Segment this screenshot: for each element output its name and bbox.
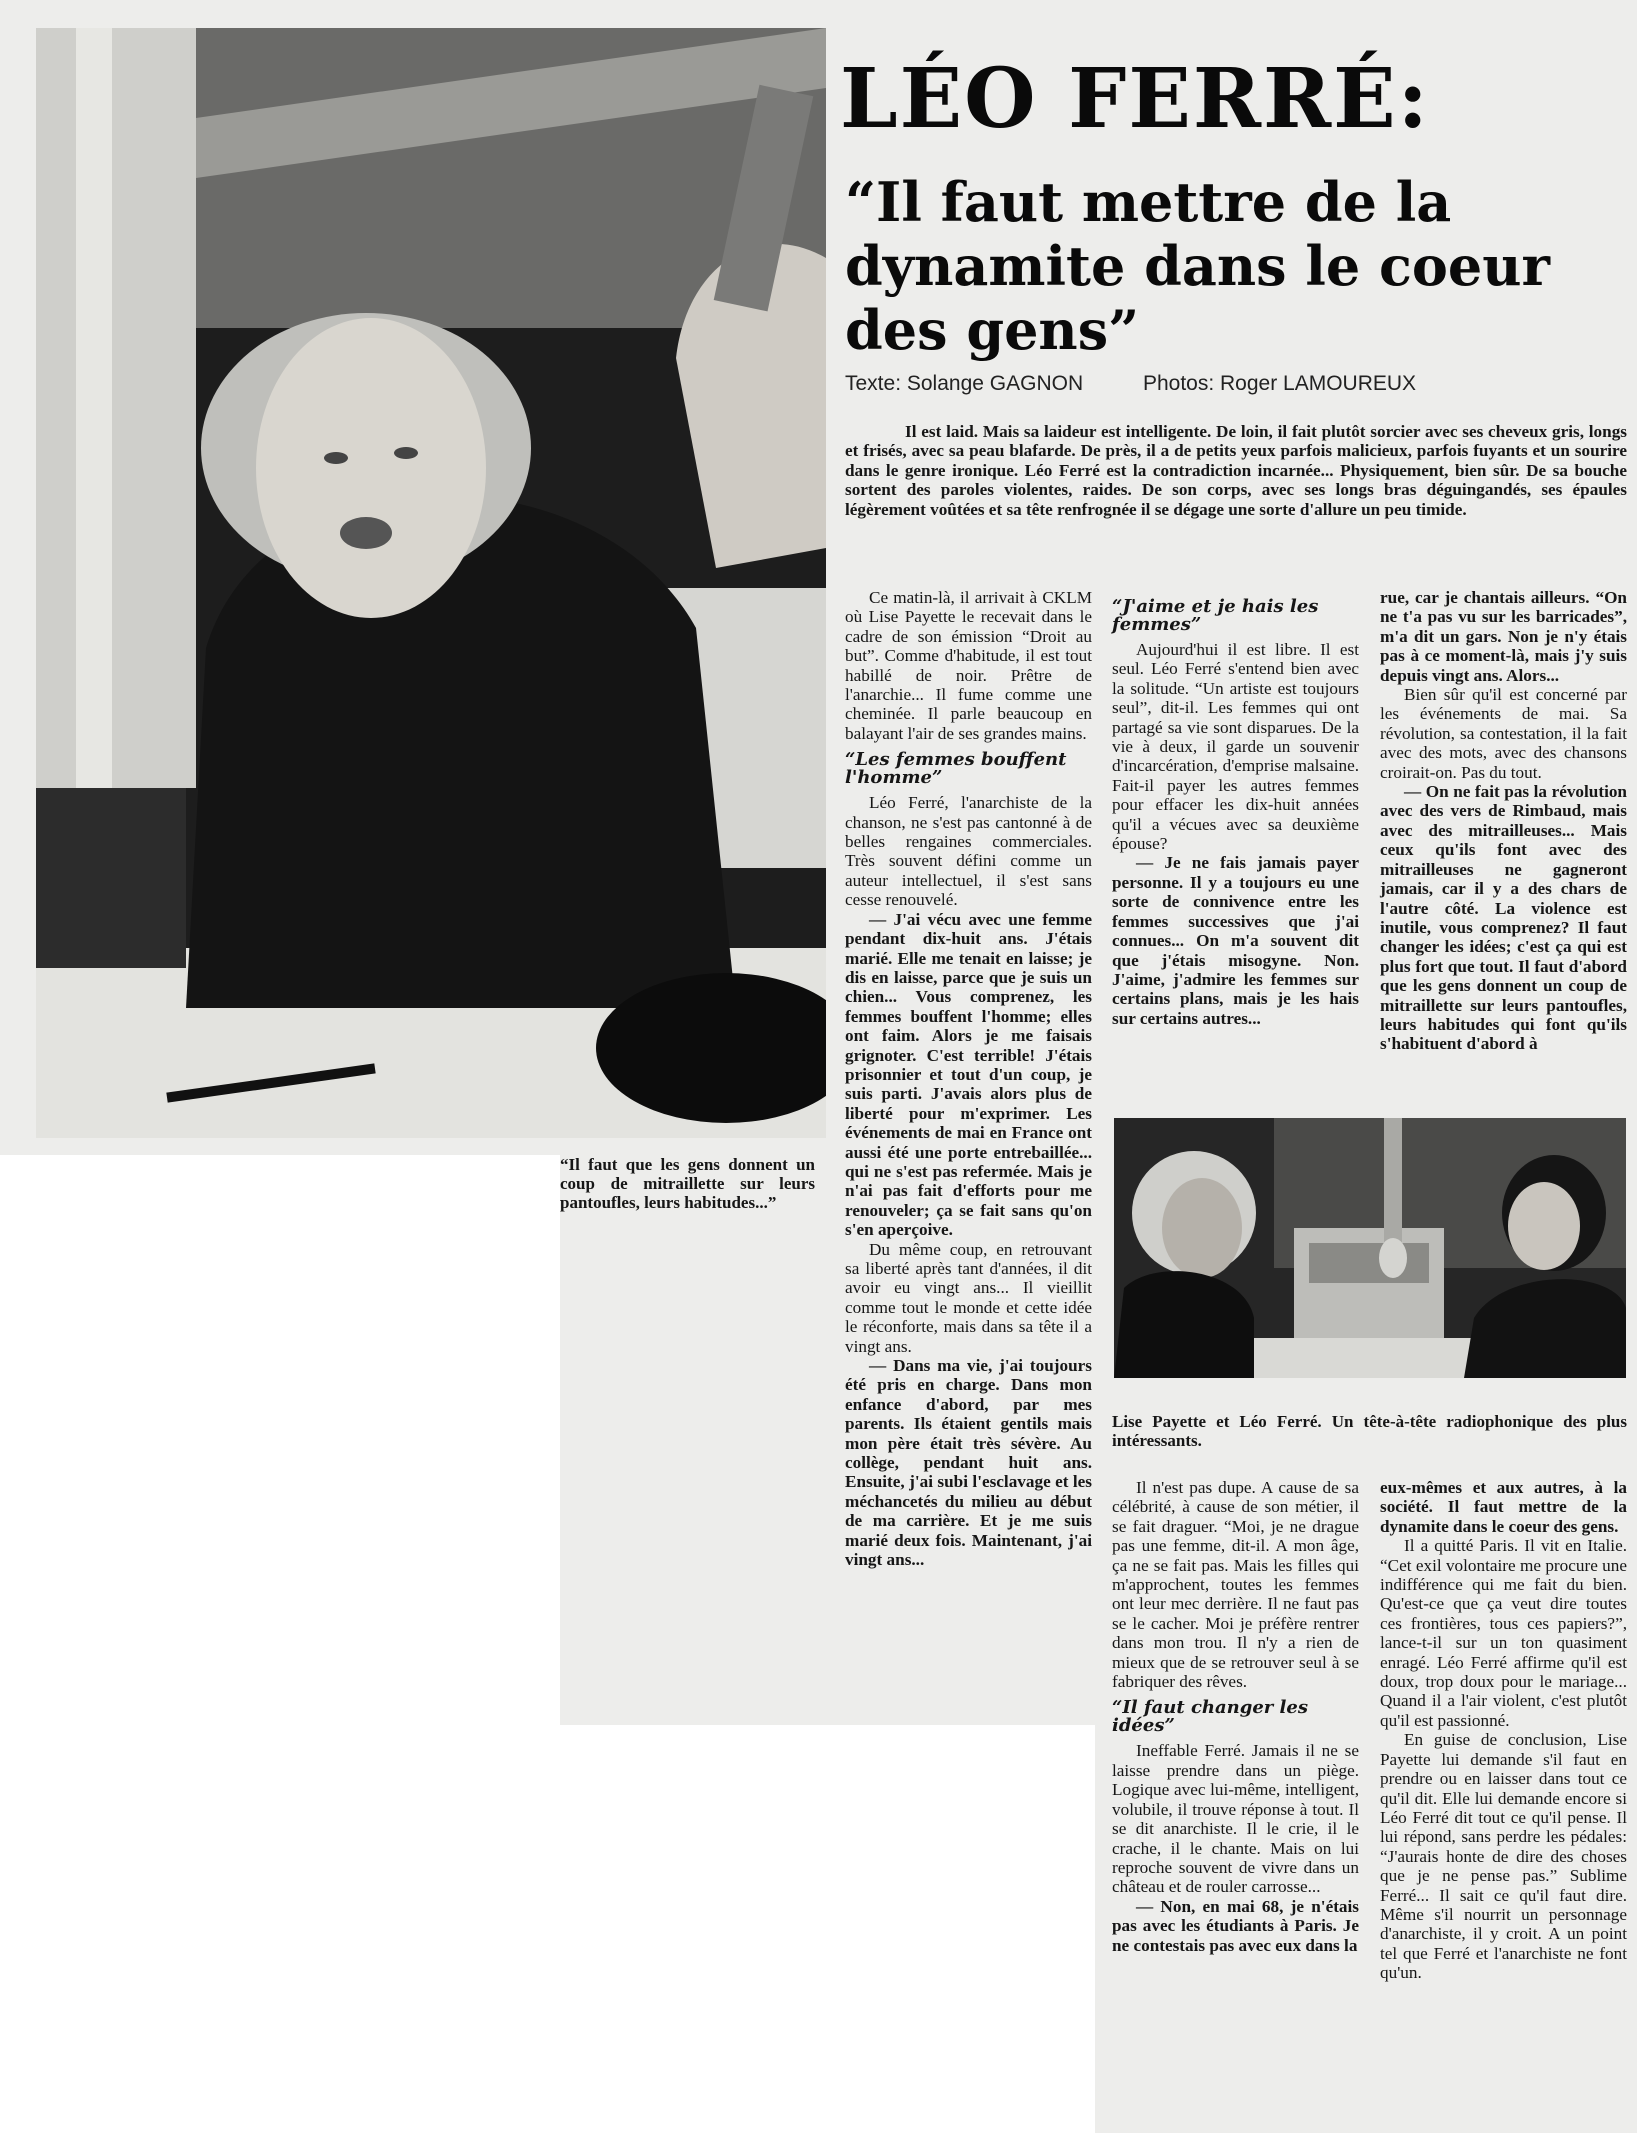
portrait-caption: “Il faut que les gens donnent un coup de mitraillette sur leurs pantoufles, leurs habitudes...” (560, 1155, 815, 1212)
column-2 (1112, 590, 1359, 1028)
paragraph: Du même coup, en retrouvant sa liberté après tant d'années, il dit avoir eu vingt ans... Il vieillit comme tout le monde et cette idée le réconforte, mais dans sa tête il a vingt ans. (845, 1239, 1092, 1356)
text-credit: Texte: Solange GAGNON (845, 372, 1084, 395)
paragraph: Bien sûr qu'il est concerné par les événements de mai. Sa révolution, sa contestation, il la fait avec des mots, avec des chansons croirait-on. Pas du tout. (1380, 685, 1627, 782)
paragraph: Il a quitté Paris. Il vit en Italie. “Cet exil volontaire me procure une indifférence qui me fait du bien. Qu'est-ce que ça veut dire toutes ces frontières, tous ces papiers?”, lance-t-il sur un ton quasiment enragé. Léo Ferré affirme qu'il est doux, trop doux pour le mariage... Quand il a l'air violent, c'est plutôt qu'il est passionné. (1380, 1536, 1627, 1730)
paragraph: Ineffable Ferré. Jamais il ne se laisse prendre dans un piège. Logique avec lui-même, intelligent, volubile, il trouve réponse à tout. Il se dit anarchiste. Il le crie, il le crache, il le chante. Mais on lui reproche souvent de vivre dans un château et de rouler carrosse... (1112, 1741, 1359, 1897)
portrait-photo (36, 28, 826, 1138)
radio-studio-photo (1114, 1118, 1626, 1378)
subheading: “J'aime et je hais les femmes” (1112, 596, 1319, 635)
quote-paragraph: — Non, en mai 68, je n'étais pas avec les étudiants à Paris. Je ne contestais pas avec eux dans la (1112, 1896, 1359, 1955)
column-5 (1380, 1478, 1627, 1983)
article-subtitle: “Il faut mettre de la dynamite dans le coeur des gens” (845, 170, 1550, 362)
quote-paragraph: eux-mêmes et aux autres, à la société. Il faut mettre de la dynamite dans le coeur des gens. (1380, 1478, 1627, 1536)
subheading: “Les femmes bouffent l'homme” (845, 749, 1067, 789)
quote-paragraph: — On ne fait pas la révolution avec des vers de Rimbaud, mais avec des mitrailleuses... Mais ceux qu'ils font avec des mitrailleuses ne gagneront jamais, car il y a des chars de l'autre côté. La violence est inutile, vous comprenez? Il faut changer les idées; c'est ça qui est plus fort que tout. Il faut d'abord que les gens donnent un coup de mitraillette sur leurs pantoufles, leurs habitudes qui font qu'ils s'habituent d'abord à (1380, 782, 1627, 1054)
subheading: “Il faut changer les idées” (1112, 1697, 1308, 1737)
paragraph: Léo Ferré, l'anarchiste de la chanson, ne s'est pas cantonné à de belles rengaines commerciales. Très souvent défini comme un auteur intellectuel, il s'est sans cesse renouvelé. (845, 793, 1092, 910)
quote-paragraph: — J'ai vécu avec une femme pendant dix-huit ans. J'étais marié. Elle me tenait en laisse; je dis en laisse, parce que je suis un chien... Vous comprenez, les femmes bouffent l'homme; elles ont faim. Alors je me faisais grignoter. C'est terrible! J'étais prisonnier et tout d'un coup, je suis parti. J'avais alors plus de liberté pour m'exprimer. Les événements de mai en France ont aussi été une porte entrebaillée... qui ne s'est pas refermée. Mais je n'ai pas fait d'efforts pour me renouveler; ça se fait sans qu'on s'en aperçoive. (845, 909, 1092, 1240)
column-4 (1112, 1478, 1359, 1955)
photo-credit: Photos: Roger LAMOUREUX (1142, 372, 1417, 395)
paragraph: Aujourd'hui il est libre. Il est seul. Léo Ferré s'entend bien avec la solitude. “Un artiste est toujours seul”, dit-il. Les femmes qui ont partagé sa vie sont disparues. De la vie à deux, il garde un souvenir d'incarcération, d'emprise malsaine. Fait-il payer les autres femmes pour effacer les dix-huit années qu'il a vécues avec sa deuxième épouse? (1112, 640, 1359, 854)
article-title: LÉO FERRÉ: (840, 51, 1430, 147)
paragraph: Ce matin-là, il arrivait à CKLM où Lise Payette le recevait dans le cadre de son émission “Droit au but”. Comme d'habitude, il est tout habillé de noir. Prêtre de l'anarchie... Il fume comme une cheminée. Il parle beaucoup en balayant l'air de ses grandes mains. (845, 588, 1092, 743)
quote-paragraph: rue, car je chantais ailleurs. “On ne t'a pas vu sur les barricades”, m'a dit un gars. Non je n'y étais pas à ce moment-là, mais j'y suis depuis vingt ans. Alors... (1380, 588, 1627, 685)
column-3 (1380, 588, 1627, 1054)
radio-studio-caption: Lise Payette et Léo Ferré. Un tête-à-tête radiophonique des plus intéressants. (1112, 1412, 1627, 1450)
credits (845, 372, 1416, 396)
quote-paragraph: — Je ne fais jamais payer personne. Il y a toujours eu une sorte de connivence entre les femmes successives que j'ai connues... On m'a souvent dit que j'étais misogyne. Non. J'aime, j'admire les femmes sur certains plans, mais je les hais sur certains autres... (1112, 853, 1359, 1028)
lead-paragraph: Il est laid. Mais sa laideur est intelligente. De loin, il fait plutôt sorcier avec ses cheveux gris, longs et frisés, avec sa peau blafarde. De près, il a de petits yeux parfois malicieux, parfois fuyants et un sourire dans le genre ironique. Léo Ferré est la contradiction incarnée... Physiquement, bien sûr. De sa bouche sortent des paroles violentes, raides. De son corps, avec ses longs bras déguingandés, ses épaules légèrement voûtées et sa tête renfrognée il se dégage une sorte d'allure un peu timide. (845, 422, 1627, 519)
paragraph: Il n'est pas dupe. A cause de sa célébrité, à cause de son métier, il se fait draguer. “Moi, je ne drague pas une femme, dit-il. A mon âge, ça ne se fait pas. Mais les filles qui m'approchent, toutes les femmes ont leur mec derrière. Il ne faut pas se le cacher. Moi je préfère rentrer dans mon trou. Il n'y a rien de mieux que de se retrouver seul à se fabriquer des rêves. (1112, 1478, 1359, 1692)
paragraph: En guise de conclusion, Lise Payette lui demande s'il faut en prendre ou en laisser dans tout ce qu'il dit. Elle lui demande encore si Léo Ferré dit tout ce qu'il pense. Il lui répond, sans perdre les pédales: “J'aurais honte de dire des choses que je ne pense pas.” Sublime Ferré... Il sait ce qu'il faut dire. Même s'il nourrit un personnage d'anarchiste, il y croit. A un point tel que Ferré et l'anarchiste ne font qu'un. (1380, 1730, 1627, 1983)
column-1 (845, 588, 1092, 1570)
quote-paragraph: — Dans ma vie, j'ai toujours été pris en charge. Dans mon enfance d'abord, par mes parents. Ils étaient gentils mais mon père était très sévère. Au collège, pendant huit ans. Ensuite, j'ai subi l'esclavage et les méchancetés du milieu au début de ma carrière. Et je me suis marié deux fois. Maintenant, j'ai vingt ans... (845, 1356, 1092, 1570)
